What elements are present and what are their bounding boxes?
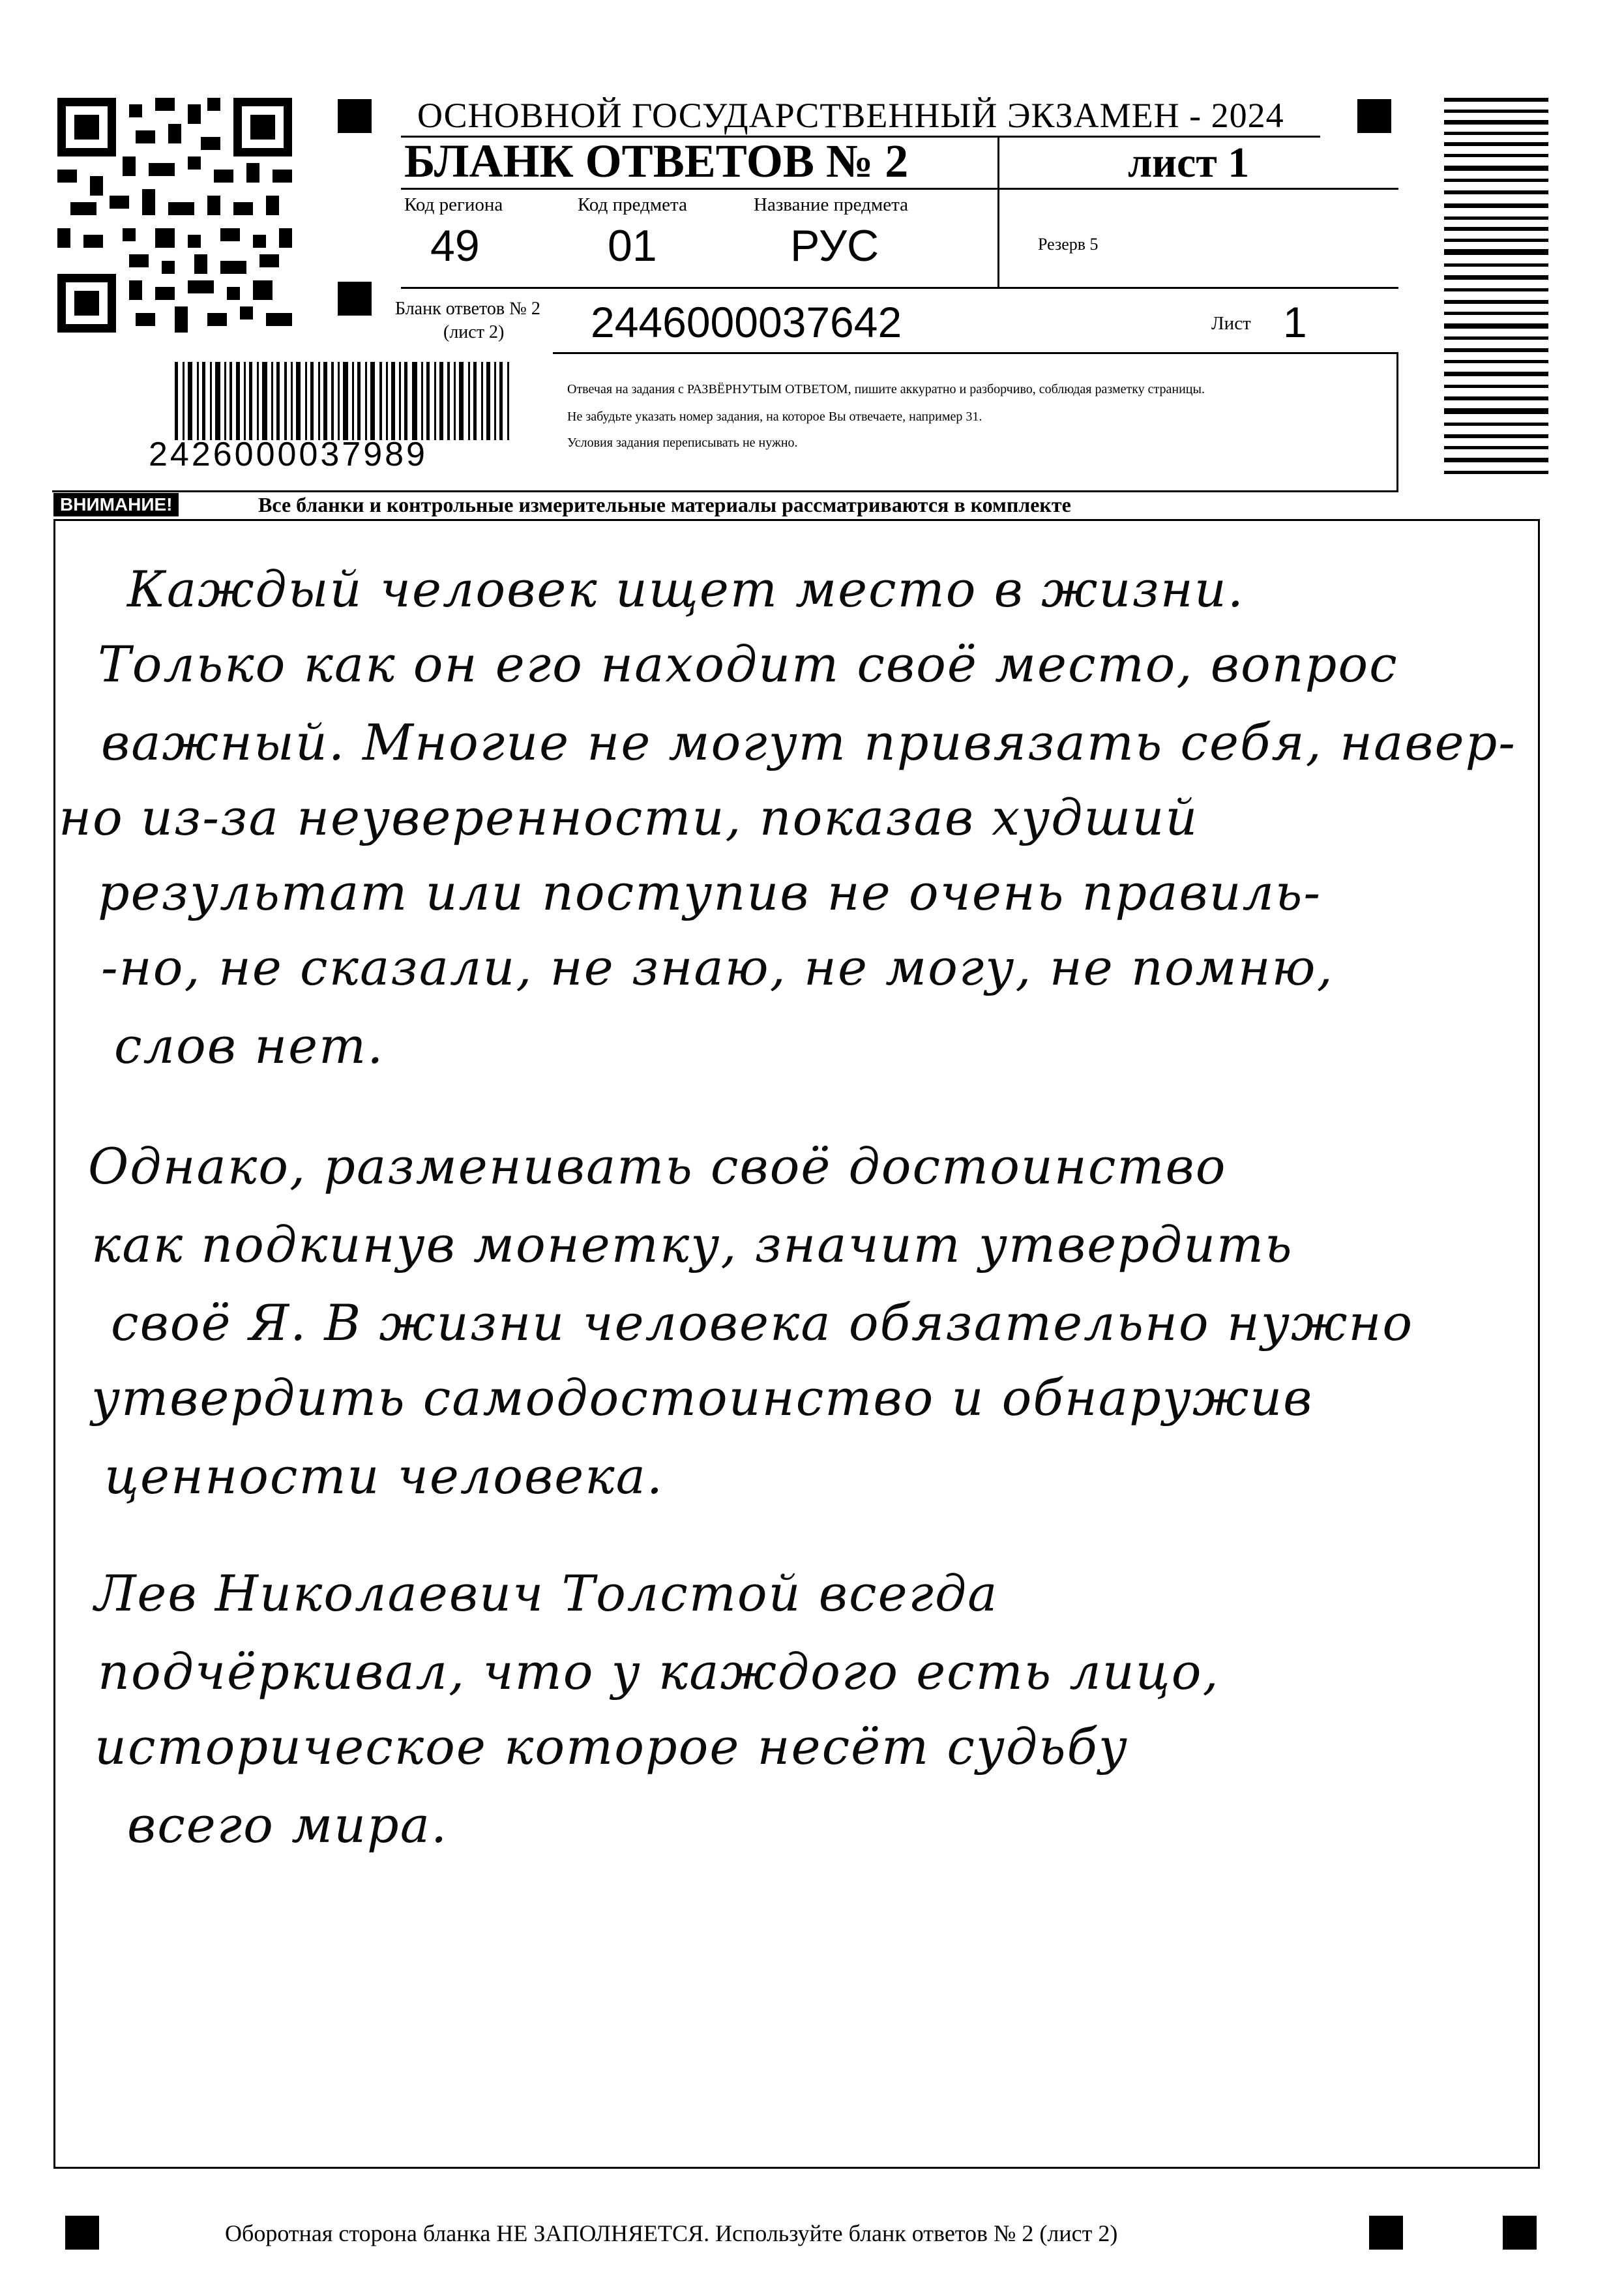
subject-code-value: 01 [608,221,657,271]
answer-line-3: важный. Многие не могут привязать себя, навер- [101,713,1516,771]
answer-line-8: Однако, разменивать своё достоинство [88,1137,1227,1195]
sheet-small-value: 1 [1283,298,1307,346]
region-label: Код региона [404,194,503,215]
answer-line-7: слов нет. [114,1017,385,1075]
header-divider-vertical [997,136,999,188]
registration-marker-bottom-left [65,2216,99,2250]
header-line-2 [401,188,1398,190]
form-number: 2446000037642 [591,298,902,346]
footer-text: Оборотная сторона бланка НЕ ЗАПОЛНЯЕТСЯ. Используйте бланк ответов № 2 (лист 2) [225,2220,1118,2246]
answer-line-1: Каждый человек ищет место в жизни. [127,560,1245,618]
answer-line-9: как подкинув монетку, значит утвердить [91,1215,1293,1273]
answer-line-6: -но, не сказали, не знаю, не могу, не помню, [101,938,1334,996]
registration-marker-mid-left [338,282,372,316]
instruction-line-1: Отвечая на задания с РАЗВЁРНУТЫМ ОТВЕТОМ, пишите аккуратно и разборчиво, соблюдая разметку страницы. [567,382,1205,396]
instruction-line-3: Условия задания переписывать не нужно. [567,436,798,450]
linear-barcode [149,362,540,473]
answer-area [53,519,1540,2169]
answer-line-2: Только как он его находит своё место, вопрос [98,635,1398,693]
answer-line-15: историческое которое несёт судьбу [95,1718,1129,1776]
reserve-label: Резерв 5 [1038,235,1099,254]
header-divider-reserve [997,188,999,287]
sheet-label: лист 1 [1128,139,1250,186]
subject-code-label: Код предмета [578,194,687,215]
region-value: 49 [430,221,480,271]
instruction-line-2: Не забудьте указать номер задания, на которое Вы отвечаете, например 31. [567,409,982,424]
subject-name-value: РУС [790,221,879,271]
form-ref-label-1: Бланк ответов № 2 [395,299,540,319]
notice-top-line [52,490,1398,492]
side-barcode [1444,98,1548,476]
answer-line-5: результат или поступив не очень правиль- [98,863,1322,921]
barcode-number: 2426000037989 [149,436,428,473]
notice-badge: ВНИМАНИЕ! [53,493,179,516]
qr-code [57,98,292,333]
answer-line-14: подчёркивал, что у каждого есть лицо, [98,1643,1220,1701]
notice-text: Все бланки и контрольные измерительные материалы рассматриваются в комплекте [258,493,1071,516]
header-line-3 [401,287,1398,289]
subject-name-label: Название предмета [754,194,908,215]
answer-line-12: ценности человека. [104,1447,664,1505]
answer-line-4: но из-за неуверенности, показав худший [59,788,1199,846]
exam-title: ОСНОВНОЙ ГОСУДАРСТВЕННЫЙ ЭКЗАМЕН - 2024 [417,96,1284,135]
form-title: БЛАНК ОТВЕТОВ № 2 [404,135,909,187]
registration-marker-top-right [1357,99,1391,133]
answer-line-16: всего мира. [127,1796,449,1854]
registration-marker-top-left [338,99,372,133]
header-right-border [1396,352,1398,492]
form-ref-label-2: (лист 2) [443,322,505,342]
answer-line-13: Лев Николаевич Толстой всегда [95,1564,999,1622]
sheet-small-label: Лист [1211,313,1251,334]
answer-line-10: своё Я. В жизни человека обязательно нужно [111,1294,1414,1352]
answer-line-11: утвердить самодостоинство и обнаружив [91,1369,1314,1427]
registration-marker-bottom-mid [1369,2216,1403,2250]
header-line-4 [553,352,1398,354]
registration-marker-bottom-right [1503,2216,1537,2250]
